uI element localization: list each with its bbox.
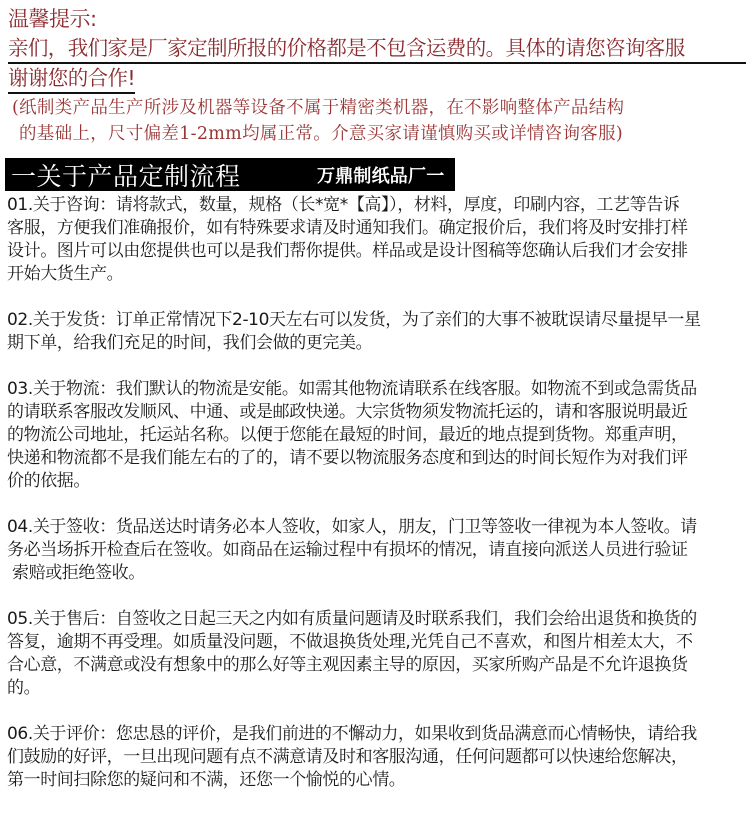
paragraph-line: 设计。图片可以由您提供也可以是我们帮你提供。样品或是设计图稿等您确认后我们才会安排	[7, 241, 688, 261]
paragraph-line: 第一时间扫除您的疑问和不满，还您一个愉悦的心情。	[7, 770, 406, 790]
section-consultation	[7, 194, 747, 286]
paragraph-line: 06.关于评价：您忠恳的评价，是我们前进的不懈动力，如果收到货品满意而心情畅快，请给我	[7, 724, 697, 744]
paragraph-line: 答复，逾期不再受理。如质量没问题，不做退换货处理,光凭自己不喜欢，和图片相差太大，不	[7, 632, 693, 652]
paragraph-line: 的。	[7, 678, 41, 698]
process-content	[7, 194, 747, 815]
paragraph-line: 索赔或拒绝签收。	[7, 563, 145, 583]
paragraph-line: 合心意，不满意或没有想象中的那么好等主观因素主导的原因，买家所购产品是不允许退换货	[7, 655, 688, 675]
notice-thanks-text: 谢谢您的合作!	[8, 64, 135, 94]
section-title: 一关于产品定制流程	[11, 161, 241, 191]
paragraph-line: 期下单，给我们充足的时间，我们会做的更完美。	[7, 333, 373, 353]
section-reviews	[7, 723, 747, 792]
paragraph-line: 04.关于签收：货品送达时请务必本人签收，如家人，朋友，门卫等签收一律视为本人签收。请	[7, 517, 697, 537]
paragraph-line: 快递和物流都不是我们能左右的了的，请不要以物流服务态度和到达的时间长短作为对我们评	[7, 448, 688, 468]
disclaimer-line-2: 的基础上，尺寸偏差1-2mm均属正常。介意买家请谨慎购买或详情咨询客服)	[19, 124, 623, 144]
paragraph-line: 客服，方便我们准确报价，如有特殊要求请及时通知我们。确定报价后，我们将及时安排打样	[7, 218, 688, 238]
paragraph-line: 03.关于物流：我们默认的物流是安能。如需其他物流请联系在线客服。如物流不到或急需货品	[7, 379, 697, 399]
paragraph-line: 务必当场拆开检查后在签收。如商品在运输过程中有损坏的情况，请直接向派送人员进行验证	[7, 540, 688, 560]
section-after-sales	[7, 608, 747, 700]
section-shipping	[7, 309, 747, 355]
paragraph-line: 01.关于咨询：请将款式，数量，规格（长*宽*【高】），材料，厚度，印刷内容，工艺等告诉	[7, 195, 680, 215]
paragraph-line: 开始大货生产。	[7, 264, 124, 284]
paragraph-line: 的物流公司地址，托运站名称。以便于您能在最短的时间，最近的地点提到货物。郑重声明，	[7, 425, 688, 445]
paragraph-line: 02.关于发货：订单正常情况下2-10天左右可以发货，为了亲们的大事不被耽误请尽量提早一星	[7, 310, 701, 330]
brand-name: 万鼎制纸品厂一	[317, 165, 445, 187]
notice-shipping-line	[8, 34, 748, 64]
notice-shipping-text: 亲们，我们家是厂家定制所报的价格都是不包含运费的。具体的请您咨询客服	[8, 34, 746, 64]
tolerance-disclaimer	[12, 95, 748, 147]
section-logistics	[7, 378, 747, 493]
paragraph-line: 的请联系客服改发顺风、中通、或是邮政快递。大宗货物须发物流托运的，请和客服说明最近	[7, 402, 688, 422]
paragraph-line: 05.关于售后：自签收之日起三天之内如有质量问题请及时联系我们，我们会给出退货和换货的	[7, 609, 697, 629]
disclaimer-line-1: (纸制类产品生产所涉及机器等设备不属于精密类机器，在不影响整体产品结构	[12, 98, 625, 118]
notice-thanks-line	[8, 64, 748, 94]
warm-notice	[8, 6, 748, 94]
section-receipt	[7, 516, 747, 585]
notice-title: 温馨提示:	[8, 7, 97, 31]
section-header-bar	[5, 158, 455, 191]
paragraph-line: 们鼓励的好评，一旦出现问题有点不满意请及时和客服沟通，任何问题都可以快速给您解决，	[7, 747, 688, 767]
paragraph-line: 价的依据。	[7, 471, 90, 491]
